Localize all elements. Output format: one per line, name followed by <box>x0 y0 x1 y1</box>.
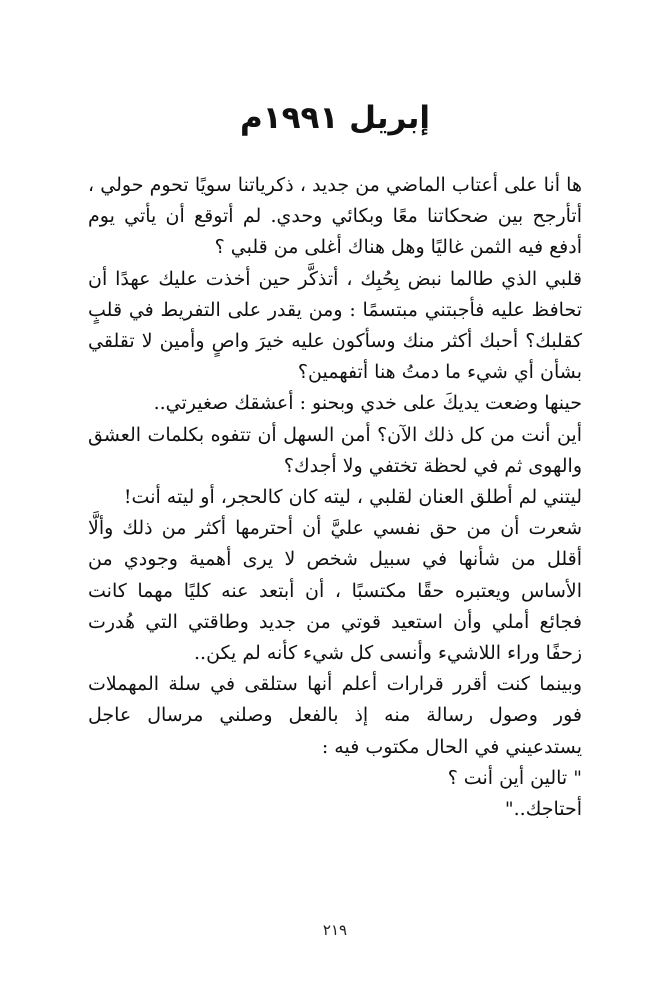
paragraph-3: حينها وضعت يديكَ على خدي وبحنو : أعشقك صغيرتي.. <box>153 392 582 415</box>
paragraph-6: شعرت أن من حق نفسي عليَّ أن أحترمها أكثر من ذلك وألَّا أقلل من شأنها في سبيل شخص لا يرى أهمية وجودي من الأساس ويعتبره حقًا مكتسبًا ، أن أبتعد عنه كليًا مهما كانت فجائع أملي وأن استعيد قوتي من جديد وطاقتي التي هُدرت زحفًا وراء اللاشيء وأنسى كل شيء كأنه لم يكن.. <box>88 517 582 665</box>
paragraph-5: ليتني لم أطلق العنان لقلبي ، ليته كان كالحجر، أو ليته أنت! <box>123 486 582 509</box>
paragraph-9: أحتاجك.." <box>504 798 582 821</box>
chapter-title: إبريل ١٩٩١م <box>239 100 431 136</box>
paragraph-8: " تالين أين أنت ؟ <box>447 766 582 789</box>
paragraph-1: ها أنا على أعتاب الماضي من جديد ، ذكرياتنا سويًا تحوم حولي ، أتأرجح بين ضحكاتنا معًا وبكائي وحدي. لم أتوقع أن يأتي يوم أدفع فيه الثمن غاليًا وهل هناك أغلى من قلبي ؟ <box>88 174 582 259</box>
page-number: ٢١٩ <box>322 921 348 939</box>
body-text <box>88 170 582 825</box>
paragraph-7: وبينما كنت أقرر قرارات أعلم أنها ستلقى في سلة المهملات فور وصول رسالة منه إذ بالفعل وصلني مرسال عاجل يستدعيني في الحال مكتوب فيه : <box>88 673 582 758</box>
paragraph-2: قلبي الذي طالما نبض بِحُبِك ، أتذكَّر حين أخذت عليك عهدًا أن تحافظ عليه فأجبتني مبتسمًا : ومن يقدر على التفريط في قلبٍ كقلبك؟ أحبك أكثر منك وسأكون عليه خيرَ واصٍ وأمين لا تقلقي بشأن أي شيء ما دمتُ هنا أتفهمين؟ <box>88 267 582 384</box>
paragraph-4: أين أنت من كل ذلك الآن؟ أمن السهل أن تتفوه بكلمات العشق والهوى ثم في لحظة تختفي ولا أجدك؟ <box>88 423 582 477</box>
